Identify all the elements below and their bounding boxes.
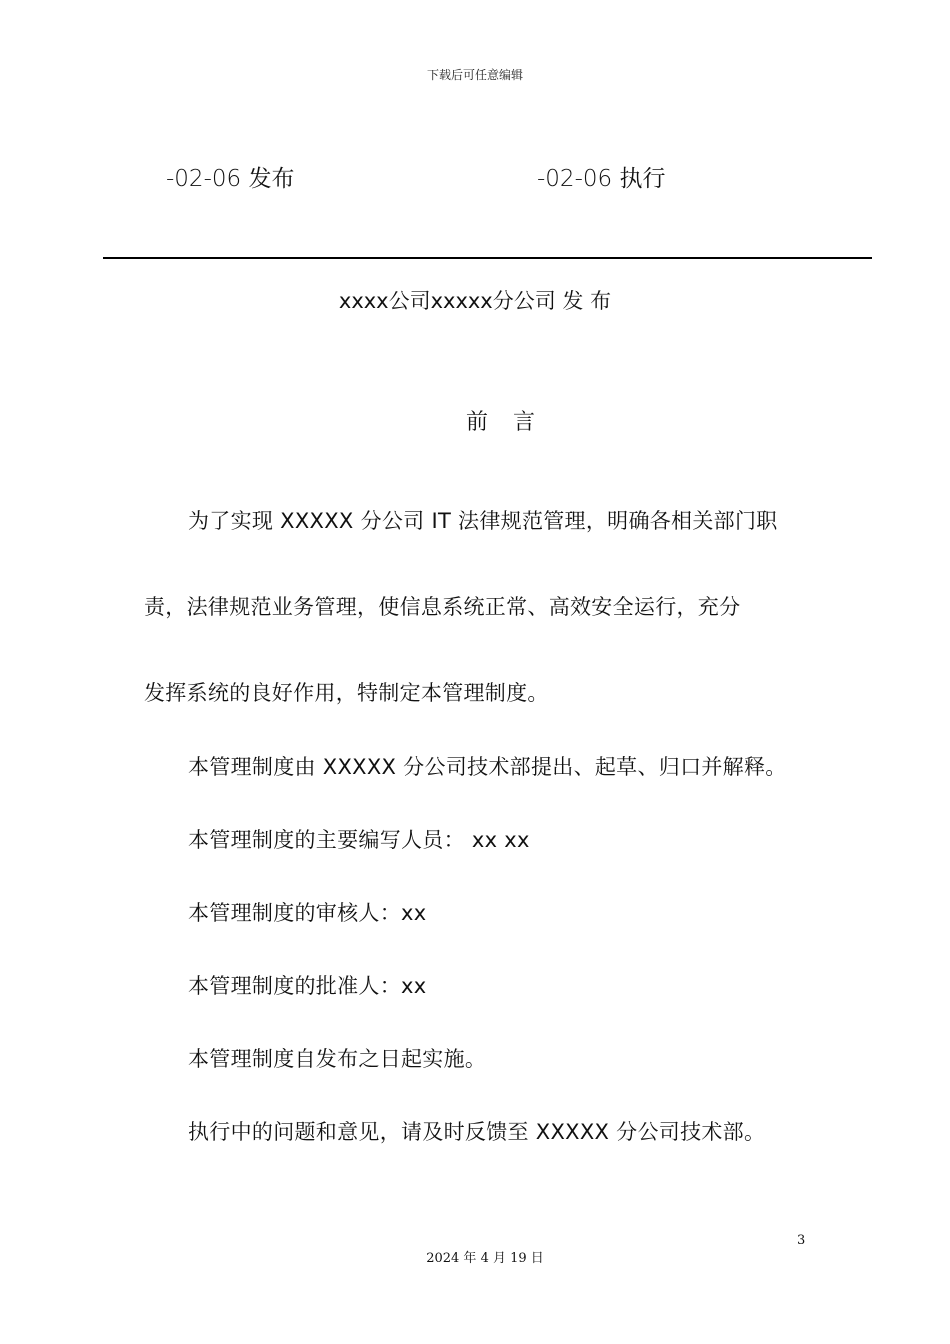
preface-line-6: 本管理制度的审核人：xx [188,901,427,925]
preface-line-5: 本管理制度的主要编写人员： xx xx [188,828,530,852]
preface-line-7: 本管理制度的批准人：xx [188,974,427,998]
preface-heading: 前言 [466,410,561,435]
publisher-line: xxxx公司xxxxx分公司 发 布 [338,289,612,313]
preface-line-3: 发挥系统的良好作用，特制定本管理制度。 [144,681,549,705]
horizontal-divider [103,257,872,259]
header-note: 下载后可任意编辑 [426,68,523,82]
footer-date: 2024 年 4 月 19 日 [426,1251,544,1266]
preface-line-8: 本管理制度自发布之日起实施。 [188,1047,487,1071]
preface-line-4: 本管理制度由 XXXXX 分公司技术部提出、起草、归口并解释。 [188,755,787,779]
page-number: 3 [797,1233,806,1248]
publish-date: -02-06 发布 [166,166,295,192]
preface-line-9: 执行中的问题和意见，请及时反馈至 XXXXX 分公司技术部。 [188,1120,766,1144]
execute-date: -02-06 执行 [537,166,666,192]
preface-line-2: 责，法律规范业务管理，使信息系统正常、高效安全运行，充分 [144,595,741,619]
preface-line-1: 为了实现 XXXXX 分公司 IT 法律规范管理，明确各相关部门职 [188,509,778,533]
